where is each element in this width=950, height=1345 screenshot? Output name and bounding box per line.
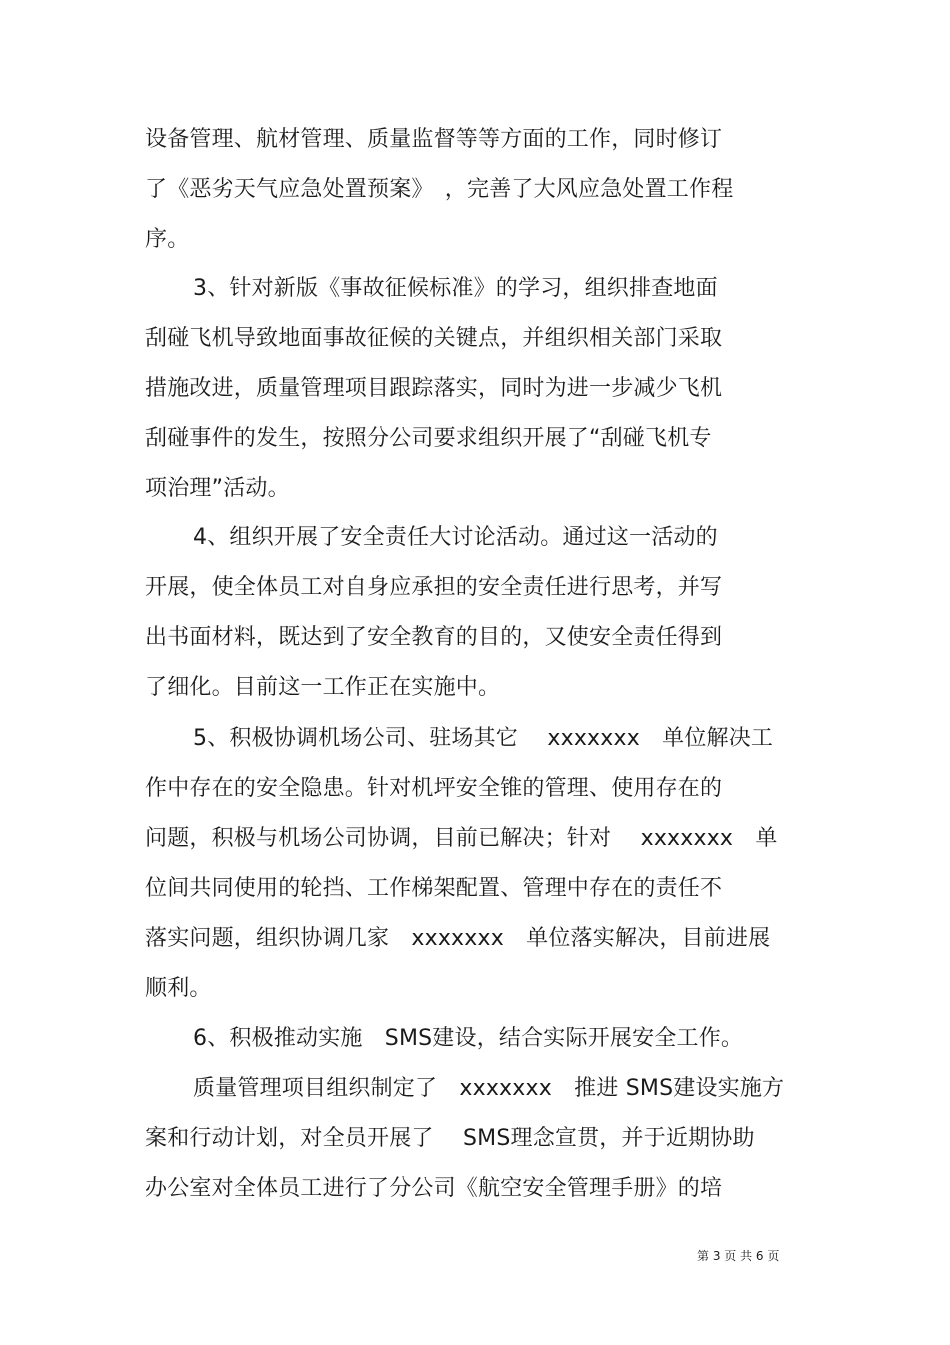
text-line: 序。 [145, 227, 190, 252]
text-line: 了《恶劣天气应急处置预案》 ，完善了大风应急处置工作程 [145, 177, 734, 202]
page-number-footer: 第 3 页 共 6 页 [697, 1249, 780, 1263]
text-line: 案和行动计划，对全员开展了 SMS理念宣贯，并于近期协助 [145, 1126, 755, 1151]
text-line: 设备管理、航材管理、质量监督等等方面的工作，同时修订 [145, 127, 723, 152]
text-line: 位间共同使用的轮挡、工作梯架配置、管理中存在的责任不 [145, 876, 723, 901]
text-line: 落实问题，组织协调几家 xxxxxxx 单位落实解决，目前进展 [145, 926, 771, 951]
text-line: 问题，积极与机场公司协调，目前已解决；针对 xxxxxxx 单 [145, 826, 778, 851]
text-line: 刮碰飞机导致地面事故征候的关键点，并组织相关部门采取 [145, 326, 723, 351]
text-line: 措施改进，质量管理项目跟踪落实，同时为进一步减少飞机 [145, 376, 723, 401]
text-line: 出书面材料，既达到了安全教育的目的，又使安全责任得到 [145, 625, 723, 650]
text-line: 顺利。 [145, 976, 212, 1001]
text-line: 5、积极协调机场公司、驻场其它 xxxxxxx 单位解决工 [193, 726, 774, 751]
text-line: 办公室对全体员工进行了分公司《航空安全管理手册》的培 [145, 1176, 723, 1201]
text-line: 开展，使全体员工对自身应承担的安全责任进行思考，并写 [145, 575, 723, 600]
text-line: 刮碰事件的发生，按照分公司要求组织开展了“刮碰飞机专 [145, 426, 712, 451]
text-line: 了细化。目前这一工作正在实施中。 [145, 675, 501, 700]
text-line: 质量管理项目组织制定了 xxxxxxx 推进 SMS建设实施方 [193, 1076, 785, 1101]
text-line: 3、针对新版《事故征候标准》的学习，组织排查地面 [193, 276, 718, 301]
text-line: 作中存在的安全隐患。针对机坪安全锥的管理、使用存在的 [145, 776, 723, 801]
text-line: 6、积极推动实施 SMS建设，结合实际开展安全工作。 [193, 1026, 744, 1051]
text-line: 4、组织开展了安全责任大讨论活动。通过这一活动的 [193, 525, 718, 550]
text-line: 项治理”活动。 [145, 476, 290, 501]
